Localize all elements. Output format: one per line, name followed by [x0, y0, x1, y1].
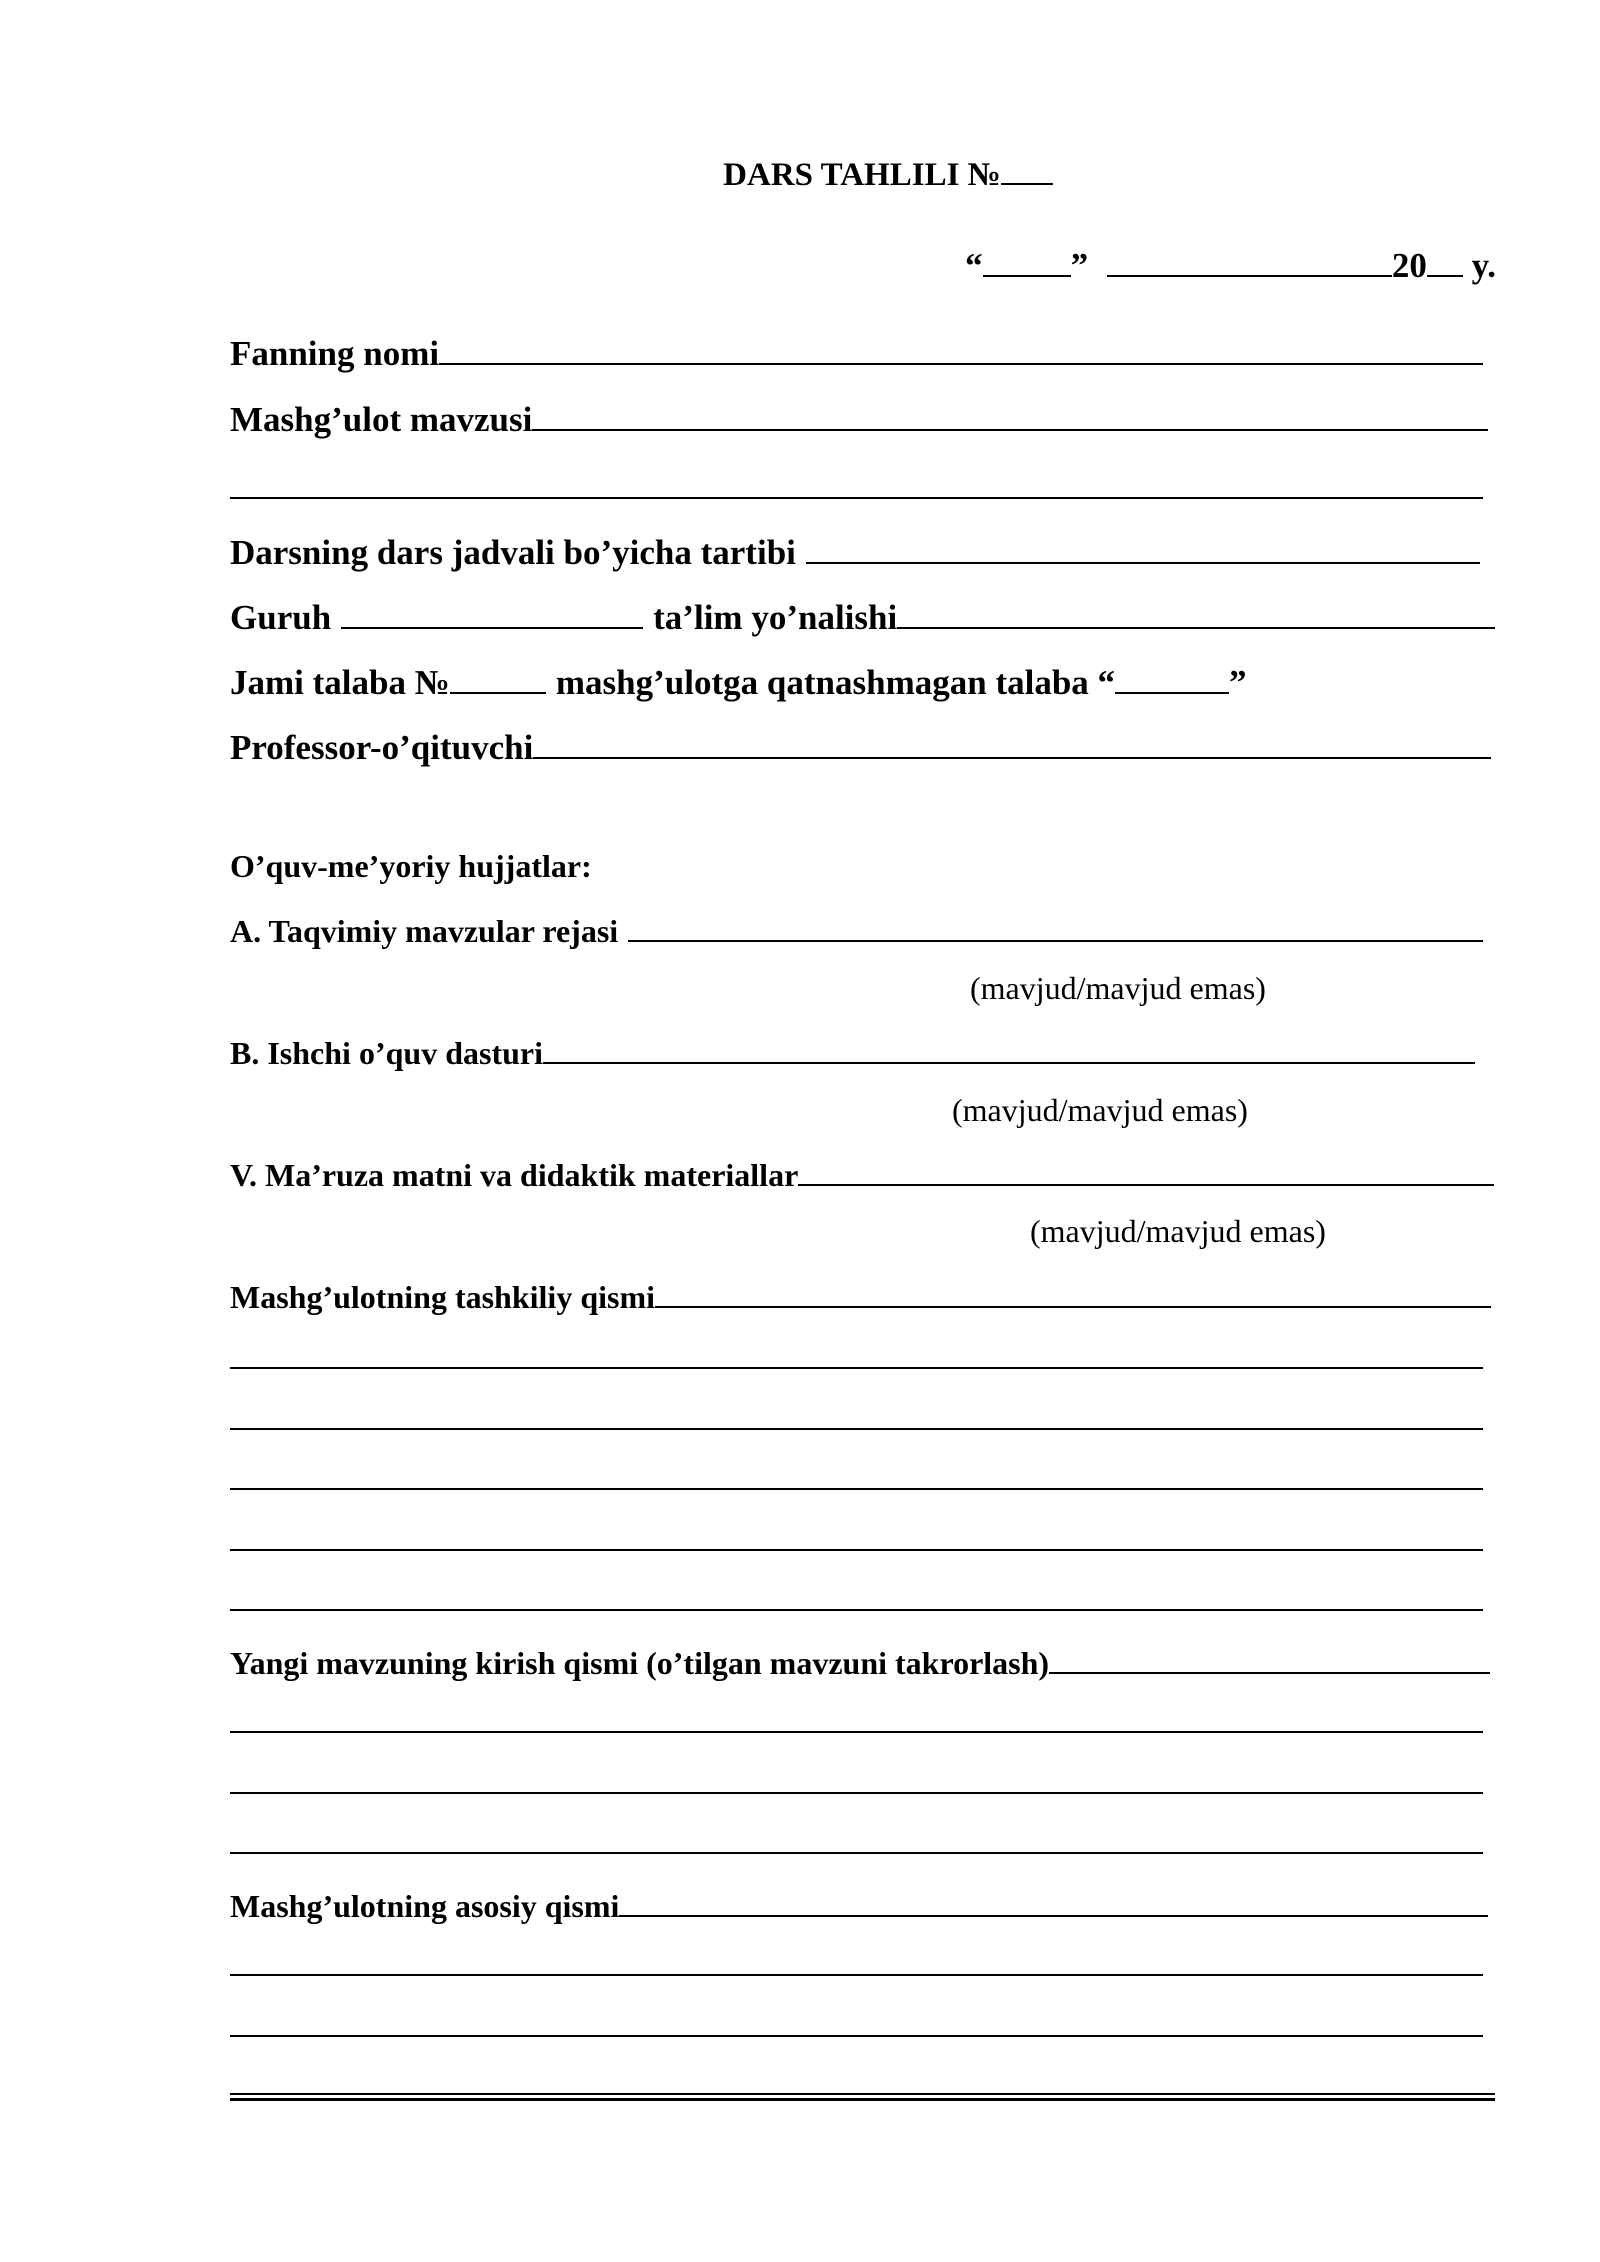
form-title	[0, 150, 1600, 194]
absent-students-quote-close: ”	[1229, 663, 1247, 702]
organizational-part-row	[230, 1274, 1491, 1316]
calendar-plan-blank[interactable]	[628, 908, 1483, 942]
introduction-line-3[interactable]	[230, 1852, 1483, 1854]
total-students-label: Jami talaba №	[230, 663, 450, 702]
lesson-topic-continuation-line[interactable]	[230, 497, 1483, 499]
main-line-1[interactable]	[230, 1974, 1483, 1976]
lecture-materials-blank[interactable]	[798, 1152, 1494, 1186]
lesson-topic-label: Mashg’ulot mavzusi	[230, 400, 533, 439]
subject-name-blank[interactable]	[439, 328, 1483, 365]
main-part-blank[interactable]	[619, 1883, 1488, 1917]
organizational-line-3[interactable]	[230, 1488, 1483, 1490]
organizational-line-5[interactable]	[230, 1609, 1483, 1611]
form-title-text: DARS TAHLILI №	[723, 157, 1001, 193]
schedule-order-blank[interactable]	[806, 527, 1480, 564]
date-line	[965, 240, 1496, 286]
schedule-order-label: Darsning dars jadvali bo’yicha tartibi	[230, 533, 796, 572]
main-line-3-double[interactable]	[230, 2093, 1495, 2101]
date-year-prefix: 20	[1391, 246, 1427, 285]
subject-name-label: Fanning nomi	[230, 334, 440, 373]
attendance-row	[230, 657, 1247, 703]
absent-students-blank[interactable]	[1115, 657, 1229, 694]
date-day-blank[interactable]	[983, 240, 1071, 277]
main-part-row	[230, 1883, 1488, 1925]
calendar-plan-label: A. Taqvimiy mavzular rejasi	[230, 913, 619, 949]
group-label: Guruh	[230, 598, 332, 637]
lecture-materials-note: (mavjud/mavjud emas)	[1030, 1213, 1326, 1249]
calendar-plan-note: (mavjud/mavjud emas)	[970, 970, 1266, 1006]
professor-label: Professor-o’qituvchi	[230, 728, 534, 767]
form-number-blank[interactable]	[1001, 150, 1053, 185]
lecture-materials-label: V. Ma’ruza matni va didaktik materiallar	[230, 1157, 799, 1193]
organizational-part-blank[interactable]	[655, 1274, 1491, 1308]
introduction-line-2[interactable]	[230, 1792, 1483, 1794]
study-direction-blank[interactable]	[897, 592, 1495, 629]
group-blank[interactable]	[341, 592, 643, 629]
organizational-line-1[interactable]	[230, 1367, 1483, 1369]
introduction-part-row	[230, 1640, 1490, 1682]
professor-row	[230, 722, 1491, 768]
documents-heading-text: O’quv-me’yoriy hujjatlar:	[230, 848, 592, 884]
introduction-part-blank[interactable]	[1049, 1640, 1490, 1674]
schedule-order-row	[230, 527, 1480, 573]
date-month-blank[interactable]	[1107, 240, 1392, 277]
introduction-part-label: Yangi mavzuning kirish qismi (o’tilgan mavzuni takrorlash)	[230, 1645, 1050, 1681]
lesson-topic-blank[interactable]	[532, 394, 1488, 431]
main-line-2[interactable]	[230, 2035, 1483, 2037]
introduction-line-1[interactable]	[230, 1731, 1483, 1733]
group-row	[230, 592, 1495, 638]
date-year-blank[interactable]	[1427, 240, 1463, 277]
organizational-line-2[interactable]	[230, 1428, 1483, 1430]
subject-name-row	[230, 328, 1483, 374]
working-program-note: (mavjud/mavjud emas)	[952, 1092, 1248, 1128]
working-program-blank[interactable]	[543, 1030, 1475, 1064]
lesson-topic-row	[230, 394, 1488, 440]
date-quote-open: “	[965, 246, 983, 285]
professor-blank[interactable]	[533, 722, 1491, 759]
absent-students-label: mashg’ulotga qatnashmagan talaba “	[555, 663, 1116, 702]
date-quote-close: ”	[1070, 246, 1089, 285]
main-part-label: Mashg’ulotning asosiy qismi	[230, 1888, 620, 1924]
working-program-label: B. Ishchi o’quv dasturi	[230, 1035, 543, 1071]
working-program-row	[230, 1030, 1475, 1072]
organizational-line-4[interactable]	[230, 1549, 1483, 1551]
date-year-suffix: y.	[1462, 246, 1496, 285]
total-students-blank[interactable]	[450, 657, 546, 694]
study-direction-label: ta’lim yo’nalishi	[653, 598, 898, 637]
calendar-plan-row	[230, 908, 1483, 950]
organizational-part-label: Mashg’ulotning tashkiliy qismi	[230, 1279, 655, 1315]
lecture-materials-row	[230, 1152, 1494, 1194]
documents-heading	[230, 848, 592, 885]
